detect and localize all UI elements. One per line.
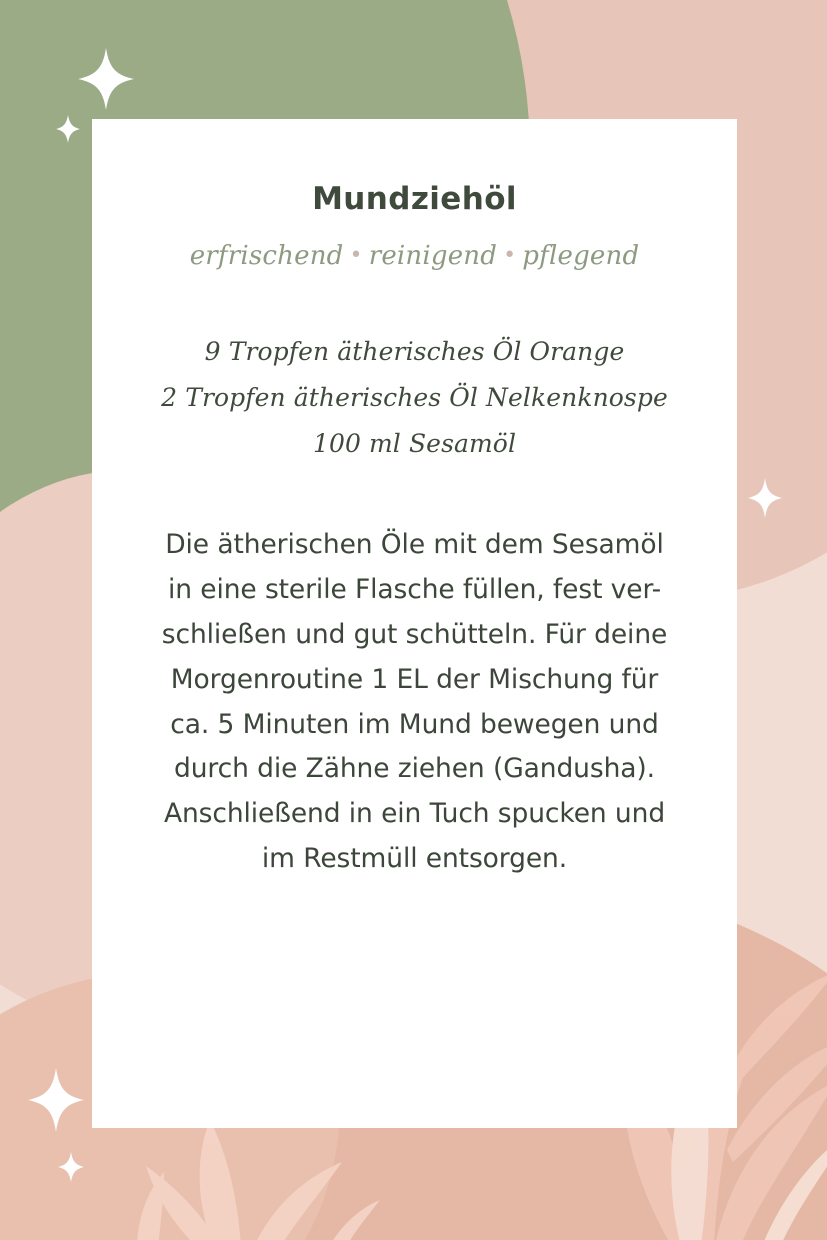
instruction-line: durch die Zähne ziehen (Gandusha). [174,753,655,785]
instruction-line: Anschließend in ein Tuch spucken und [163,798,666,830]
tagline-word-2: reinigend [368,241,498,272]
sparkle-top-left-small-icon [56,115,80,143]
instruction-line: im Restmüll entsorgen. [261,842,568,874]
instructions-text [144,523,685,881]
sparkle-bottom-left-large-icon [28,1068,84,1132]
recipe-card [92,119,737,1128]
list-item: 2 Tropfen ätherisches Öl Nelkenknospe [161,382,668,412]
tagline-word-3: pflegend [522,241,640,272]
list-item: 100 ml Sesamöl [312,429,517,459]
recipe-tagline [144,240,685,273]
tagline-word-1: erfrischend [189,241,344,272]
ingredient-list [144,329,685,468]
instruction-line: Die ätherischen Öle mit dem Sesamöl [165,529,664,561]
sparkle-bottom-left-small-icon [58,1152,84,1182]
instruction-line: Morgenroutine 1 EL der Mischung für [170,663,659,695]
page-title: Mundziehöl [312,181,517,217]
instruction-line: schließen und gut schütteln. Für deine [161,619,668,650]
sparkle-top-left-large-icon [78,48,134,110]
instruction-line: in eine sterile Flasche füllen, fest ver- [167,574,662,606]
tagline-separator-2: • [503,243,517,269]
instruction-line: ca. 5 Minuten im Mund bewegen und [170,708,659,740]
tagline-separator-1: • [349,243,363,269]
sparkle-right-mid-icon [748,478,782,518]
list-item: 9 Tropfen ätherisches Öl Orange [204,336,625,366]
